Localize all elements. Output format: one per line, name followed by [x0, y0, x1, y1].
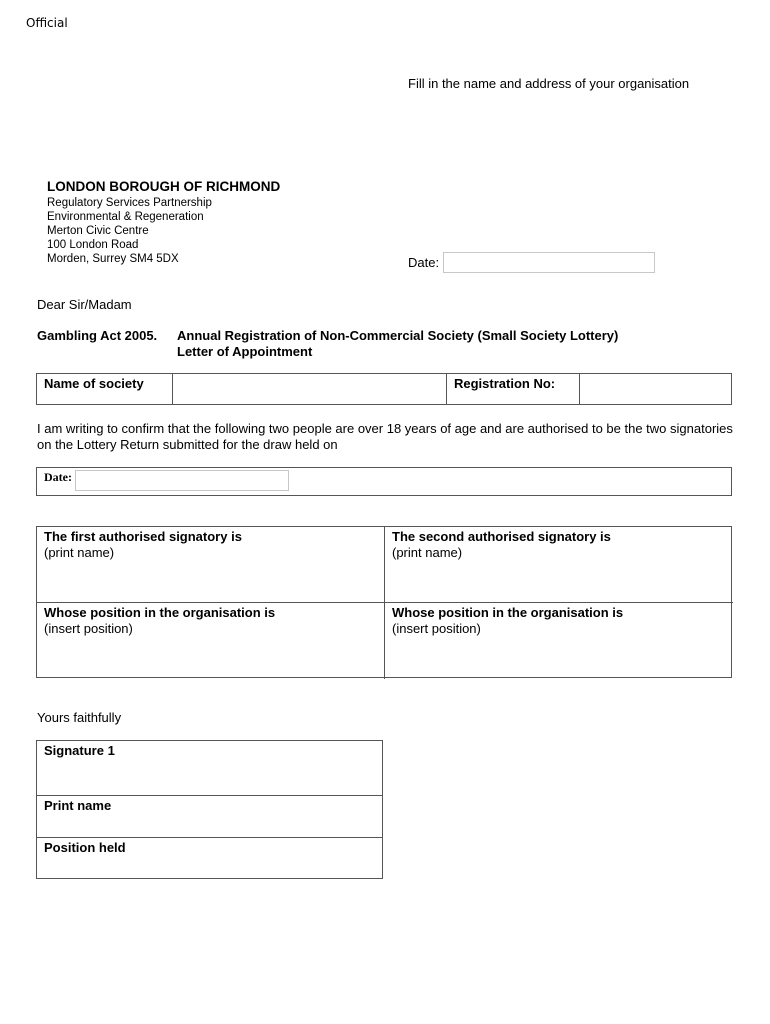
- first-signatory-heading: The first authorised signatory is: [44, 529, 242, 544]
- subject-heading: [37, 328, 618, 360]
- society-name-field[interactable]: [173, 374, 447, 404]
- position-heading: Whose position in the organisation is: [392, 605, 624, 620]
- address-line: Regulatory Services Partnership: [47, 197, 212, 209]
- subject-line: Annual Registration of Non-Commercial Society (Small Society Lottery): [177, 328, 619, 343]
- first-signatory-cell[interactable]: [37, 527, 385, 603]
- signatories-table: [36, 526, 732, 678]
- instruction-note: Fill in the name and address of your organisation: [408, 76, 690, 91]
- position-hint: (insert position): [392, 621, 481, 636]
- subject-lead: Gambling Act 2005.: [37, 328, 158, 343]
- position-hint: (insert position): [44, 621, 133, 636]
- address-line: 100 London Road: [47, 239, 139, 251]
- letter-date: [408, 252, 655, 273]
- letter-date-input[interactable]: [443, 252, 655, 273]
- draw-date-input[interactable]: [75, 470, 289, 491]
- subject-line: Letter of Appointment: [177, 344, 313, 359]
- address-line: Morden, Surrey SM4 5DX: [47, 253, 179, 265]
- registration-number-label: Registration No:: [447, 374, 580, 404]
- position-held-field[interactable]: Position held: [44, 840, 126, 855]
- second-signatory-cell[interactable]: [385, 527, 733, 603]
- address-line: Merton Civic Centre: [47, 225, 149, 237]
- draw-date-label: Date:: [44, 470, 72, 484]
- closing: Yours faithfully: [37, 710, 122, 725]
- first-position-cell[interactable]: [37, 603, 385, 679]
- society-name-label: Name of society: [37, 374, 173, 404]
- print-name-hint: (print name): [44, 545, 115, 560]
- organisation-address: [47, 178, 280, 266]
- print-name-field[interactable]: Print name: [37, 796, 382, 838]
- registration-number-field[interactable]: [580, 374, 731, 404]
- draw-date-row: [36, 467, 732, 496]
- position-heading: Whose position in the organisation is: [44, 605, 276, 620]
- confirmation-paragraph: I am writing to confirm that the following two people are over 18 years of age and are authorised to be the two signatories on the Lottery Return submitted for the draw held on: [37, 421, 733, 452]
- society-details-row: [36, 373, 732, 405]
- print-name-hint: (print name): [392, 545, 463, 560]
- letter-date-label: Date:: [408, 255, 440, 270]
- classification-label: Official: [26, 16, 68, 30]
- address-line: Environmental & Regeneration: [47, 211, 204, 223]
- second-position-cell[interactable]: [385, 603, 733, 679]
- second-signatory-heading: The second authorised signatory is: [392, 529, 611, 544]
- signature-field[interactable]: Signature 1: [37, 741, 382, 796]
- greeting: Dear Sir/Madam: [37, 297, 132, 312]
- signature-block: [36, 740, 383, 879]
- organisation-name: LONDON BOROUGH OF RICHMOND: [47, 179, 281, 194]
